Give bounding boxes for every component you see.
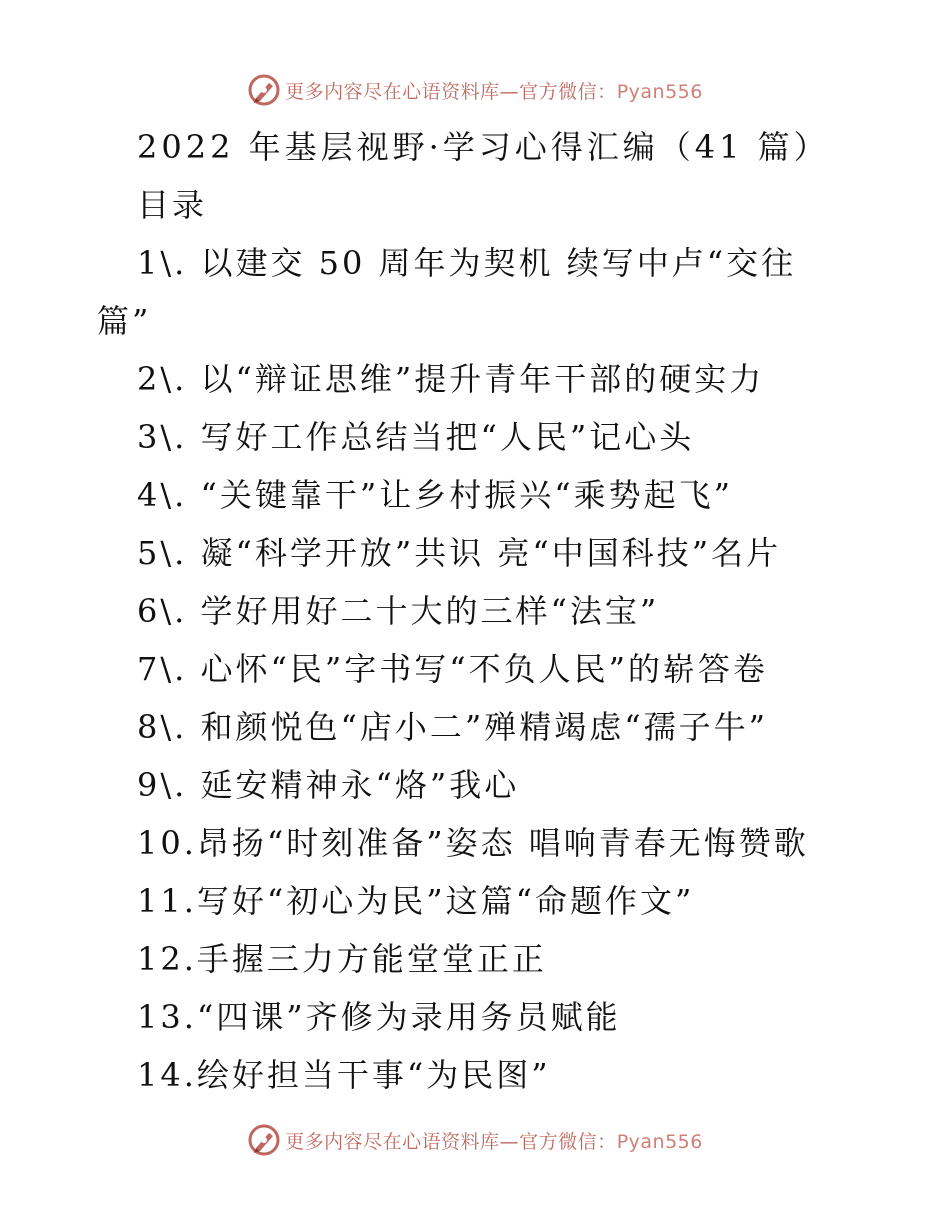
toc-item: 11.写好“初心为民”这篇“命题作文” [137, 882, 695, 920]
toc-heading: 目录 [137, 186, 208, 224]
pen-circle-logo-icon [247, 1123, 281, 1157]
pen-circle-logo-icon [247, 73, 281, 107]
toc-item: 9\. 延安精神永“烙”我心 [137, 766, 520, 804]
toc-item: 6\. 学好用好二十大的三样“法宝” [137, 592, 660, 630]
banner-text: 更多内容尽在心语资料库—官方微信：Pyan556 [285, 80, 703, 103]
toc-item: 4\. “关键靠干”让乡村振兴“乘势起飞” [137, 476, 733, 514]
toc-item: 8\. 和颜悦色“店小二”殚精竭虑“孺子牛” [137, 708, 768, 746]
banner-text: 更多内容尽在心语资料库—官方微信：Pyan556 [285, 1130, 703, 1153]
toc-item: 13.“四课”齐修为录用务员赋能 [137, 998, 621, 1036]
toc-item: 7\. 心怀“民”字书写“不负人民”的崭答卷 [137, 650, 768, 688]
footer-banner [0, 1120, 950, 1160]
toc-item: 10.昂扬“时刻准备”姿态 唱响青春无悔赞歌 [137, 824, 809, 862]
toc-item: 14.绘好担当干事“为民图” [137, 1056, 551, 1094]
toc-item: 12.手握三力方能堂堂正正 [137, 940, 547, 978]
toc-item: 5\. 凝“科学开放”共识 亮“中国科技”名片 [137, 534, 782, 572]
toc-item: 2\. 以“辩证思维”提升青年干部的硬实力 [137, 360, 765, 398]
toc-item-continuation: 篇” [97, 302, 152, 340]
toc-item: 1\. 以建交 50 周年为契机 续写中卢“交往 [137, 244, 797, 282]
toc-item: 3\. 写好工作总结当把“人民”记心头 [137, 418, 695, 456]
document-title: 2022 年基层视野·学习心得汇编（41 篇） [137, 128, 830, 166]
header-banner [0, 70, 950, 110]
